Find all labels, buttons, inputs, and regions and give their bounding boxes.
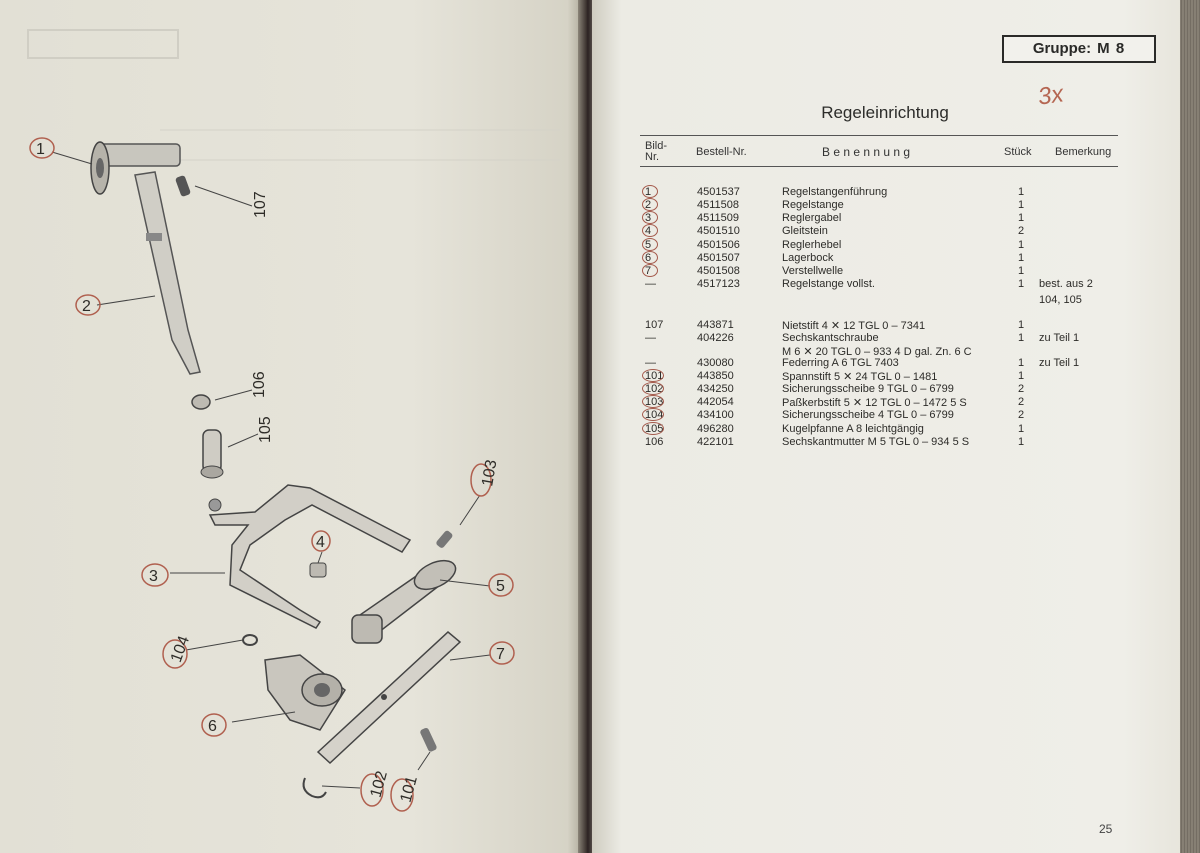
cell-bestell: 443850 [697,370,734,382]
red-circle-mark [642,238,658,251]
red-circle-mark [642,251,658,264]
callout-103: 103 [479,458,501,488]
cell-bild: 101 [645,370,664,382]
red-circle-mark [642,395,664,408]
handwritten-note: 3x [1036,80,1066,111]
cell-benennung: Regelstange [782,199,844,211]
cell-benennung: Regelstangenführung [782,186,888,198]
callout-3: 3 [149,568,158,585]
cell-benennung: Lagerbock [782,252,834,264]
cell-stueck: 1 [1018,278,1025,290]
table-row [0,239,1200,252]
cell-benennung: M 6 ✕ 20 TGL 0 – 933 4 D gal. Zn. 6 C [782,346,972,358]
cell-stueck: 2 [1018,225,1025,237]
table-row [0,199,1200,212]
cell-benennung: Nietstift 4 ✕ 12 TGL 0 – 7341 [782,320,926,332]
red-circle-mark [642,224,658,237]
table-row [0,265,1200,278]
cell-benennung: Reglerhebel [782,239,842,251]
cell-bestell: 4517123 [697,278,740,290]
callout-2: 2 [82,298,91,315]
cell-bild: 105 [645,423,664,435]
cell-bestell: 4501506 [697,239,740,251]
red-circle-mark [642,408,664,421]
cell-bild: 106 [645,436,664,448]
header-benennung: B e n e n n u n g [822,145,911,159]
red-circle-mark [642,198,658,211]
callout-7: 7 [496,646,505,663]
cell-stueck: 1 [1018,423,1025,435]
cell-bild: 1 [645,186,652,198]
cell-stueck: 1 [1018,239,1025,251]
cell-stueck: 1 [1018,199,1025,211]
cell-bild: 2 [645,199,652,211]
cell-bild: 7 [645,265,652,277]
header-stueck: Stück [1004,146,1032,158]
table-row [0,294,1200,307]
red-circle-mark [642,211,658,224]
cell-bestell: 4511509 [697,212,740,224]
cell-stueck: 2 [1018,396,1025,408]
cell-bestell: 4501537 [697,186,740,198]
cell-stueck: 2 [1018,409,1025,421]
cell-stueck: 1 [1018,265,1025,277]
cell-benennung: Sechskantmutter M 5 TGL 0 – 934 5 S [782,436,970,448]
cell-bestell: 434100 [697,409,734,421]
cell-bemerkung: zu Teil 1 [1039,332,1080,344]
cell-bild: — [645,278,656,290]
cell-bild: 107 [645,319,664,331]
cell-bild: 4 [645,225,652,237]
table-row [0,278,1200,291]
cell-benennung: Gleitstein [782,225,828,237]
cell-benennung: Sechskantschraube [782,332,879,344]
table-row [0,436,1200,449]
cell-bemerkung: 104, 105 [1039,294,1082,306]
callout-102: 102 [367,769,391,800]
red-circle-mark [642,382,664,395]
table-row [0,332,1200,345]
callout-101: 101 [397,774,421,805]
table-row [0,409,1200,422]
cell-bestell: 442054 [697,396,734,408]
callout-104: 104 [167,633,194,665]
cell-stueck: 1 [1018,319,1025,331]
cell-bestell: 434250 [697,383,734,395]
table-row [0,396,1200,409]
cell-benennung: Spannstift 5 ✕ 24 TGL 0 – 1481 [782,371,938,383]
cell-benennung: Federring A 6 TGL 7403 [782,357,899,369]
callout-107: 107 [252,191,269,218]
page-title: Regeleinrichtung [821,103,949,122]
cell-bild: — [645,357,656,369]
cell-benennung: Sicherungsscheibe 9 TGL 0 – 6799 [782,383,954,395]
callout-105: 105 [257,416,274,443]
cell-bestell: 443871 [697,319,734,331]
group-label: Gruppe: [1032,40,1092,57]
callout-4: 4 [316,534,325,551]
table-row [0,252,1200,265]
cell-bild: 6 [645,252,652,264]
cell-stueck: 1 [1018,370,1025,382]
table-row [0,319,1200,332]
cell-bestell: 404226 [697,332,734,344]
cell-stueck: 1 [1018,212,1025,224]
cell-bemerkung: zu Teil 1 [1039,357,1080,369]
cell-bild: — [645,332,656,344]
cell-bestell: 430080 [697,357,734,369]
cell-bestell: 4501510 [697,225,740,237]
header-bestell-nr: Bestell-Nr. [696,146,747,158]
cell-stueck: 1 [1018,186,1025,198]
cell-benennung: Sicherungsscheibe 4 TGL 0 – 6799 [782,409,954,421]
cell-benennung: Regelstange vollst. [782,278,875,290]
table-row [0,212,1200,225]
callout-5: 5 [496,578,505,595]
callout-106: 106 [251,371,268,398]
cell-stueck: 1 [1018,252,1025,264]
table-row [0,383,1200,396]
cell-bild: 103 [645,396,664,408]
cell-bild: 104 [645,409,664,421]
cell-bild: 3 [645,212,652,224]
cell-stueck: 1 [1018,357,1025,369]
callout-6: 6 [208,718,217,735]
cell-bestell: 4501508 [697,265,740,277]
cell-bestell: 496280 [697,423,734,435]
cell-benennung: Reglergabel [782,212,842,224]
red-circle-mark [642,422,664,435]
header-bemerkung: Bemerkung [1055,146,1112,158]
cell-bemerkung: best. aus 2 [1039,278,1093,290]
table-row [0,225,1200,238]
table-row [0,186,1200,199]
table-row [0,357,1200,370]
table-row [0,370,1200,383]
cell-bild: 5 [645,239,652,251]
cell-bild: 102 [645,383,664,395]
callout-1: 1 [36,141,45,158]
cell-benennung: Paßkerbstift 5 ✕ 12 TGL 0 – 1472 5 S [782,397,967,409]
page-number: 25 [1099,822,1113,836]
group-value: M 8 [1097,40,1126,57]
cell-benennung: Kugelpfanne A 8 leichtgängig [782,423,924,435]
cell-bestell: 4501507 [697,252,740,264]
cell-bestell: 422101 [697,436,734,448]
red-circle-mark [642,185,658,198]
table-row [0,423,1200,436]
cell-bestell: 4511508 [697,199,740,211]
header-bild-nr: Bild- Nr. [645,140,668,163]
cell-stueck: 1 [1018,332,1025,344]
cell-benennung: Verstellwelle [782,265,844,277]
red-circle-mark [642,369,664,382]
cell-stueck: 1 [1018,436,1025,448]
cell-stueck: 2 [1018,383,1025,395]
red-circle-mark [642,264,658,277]
